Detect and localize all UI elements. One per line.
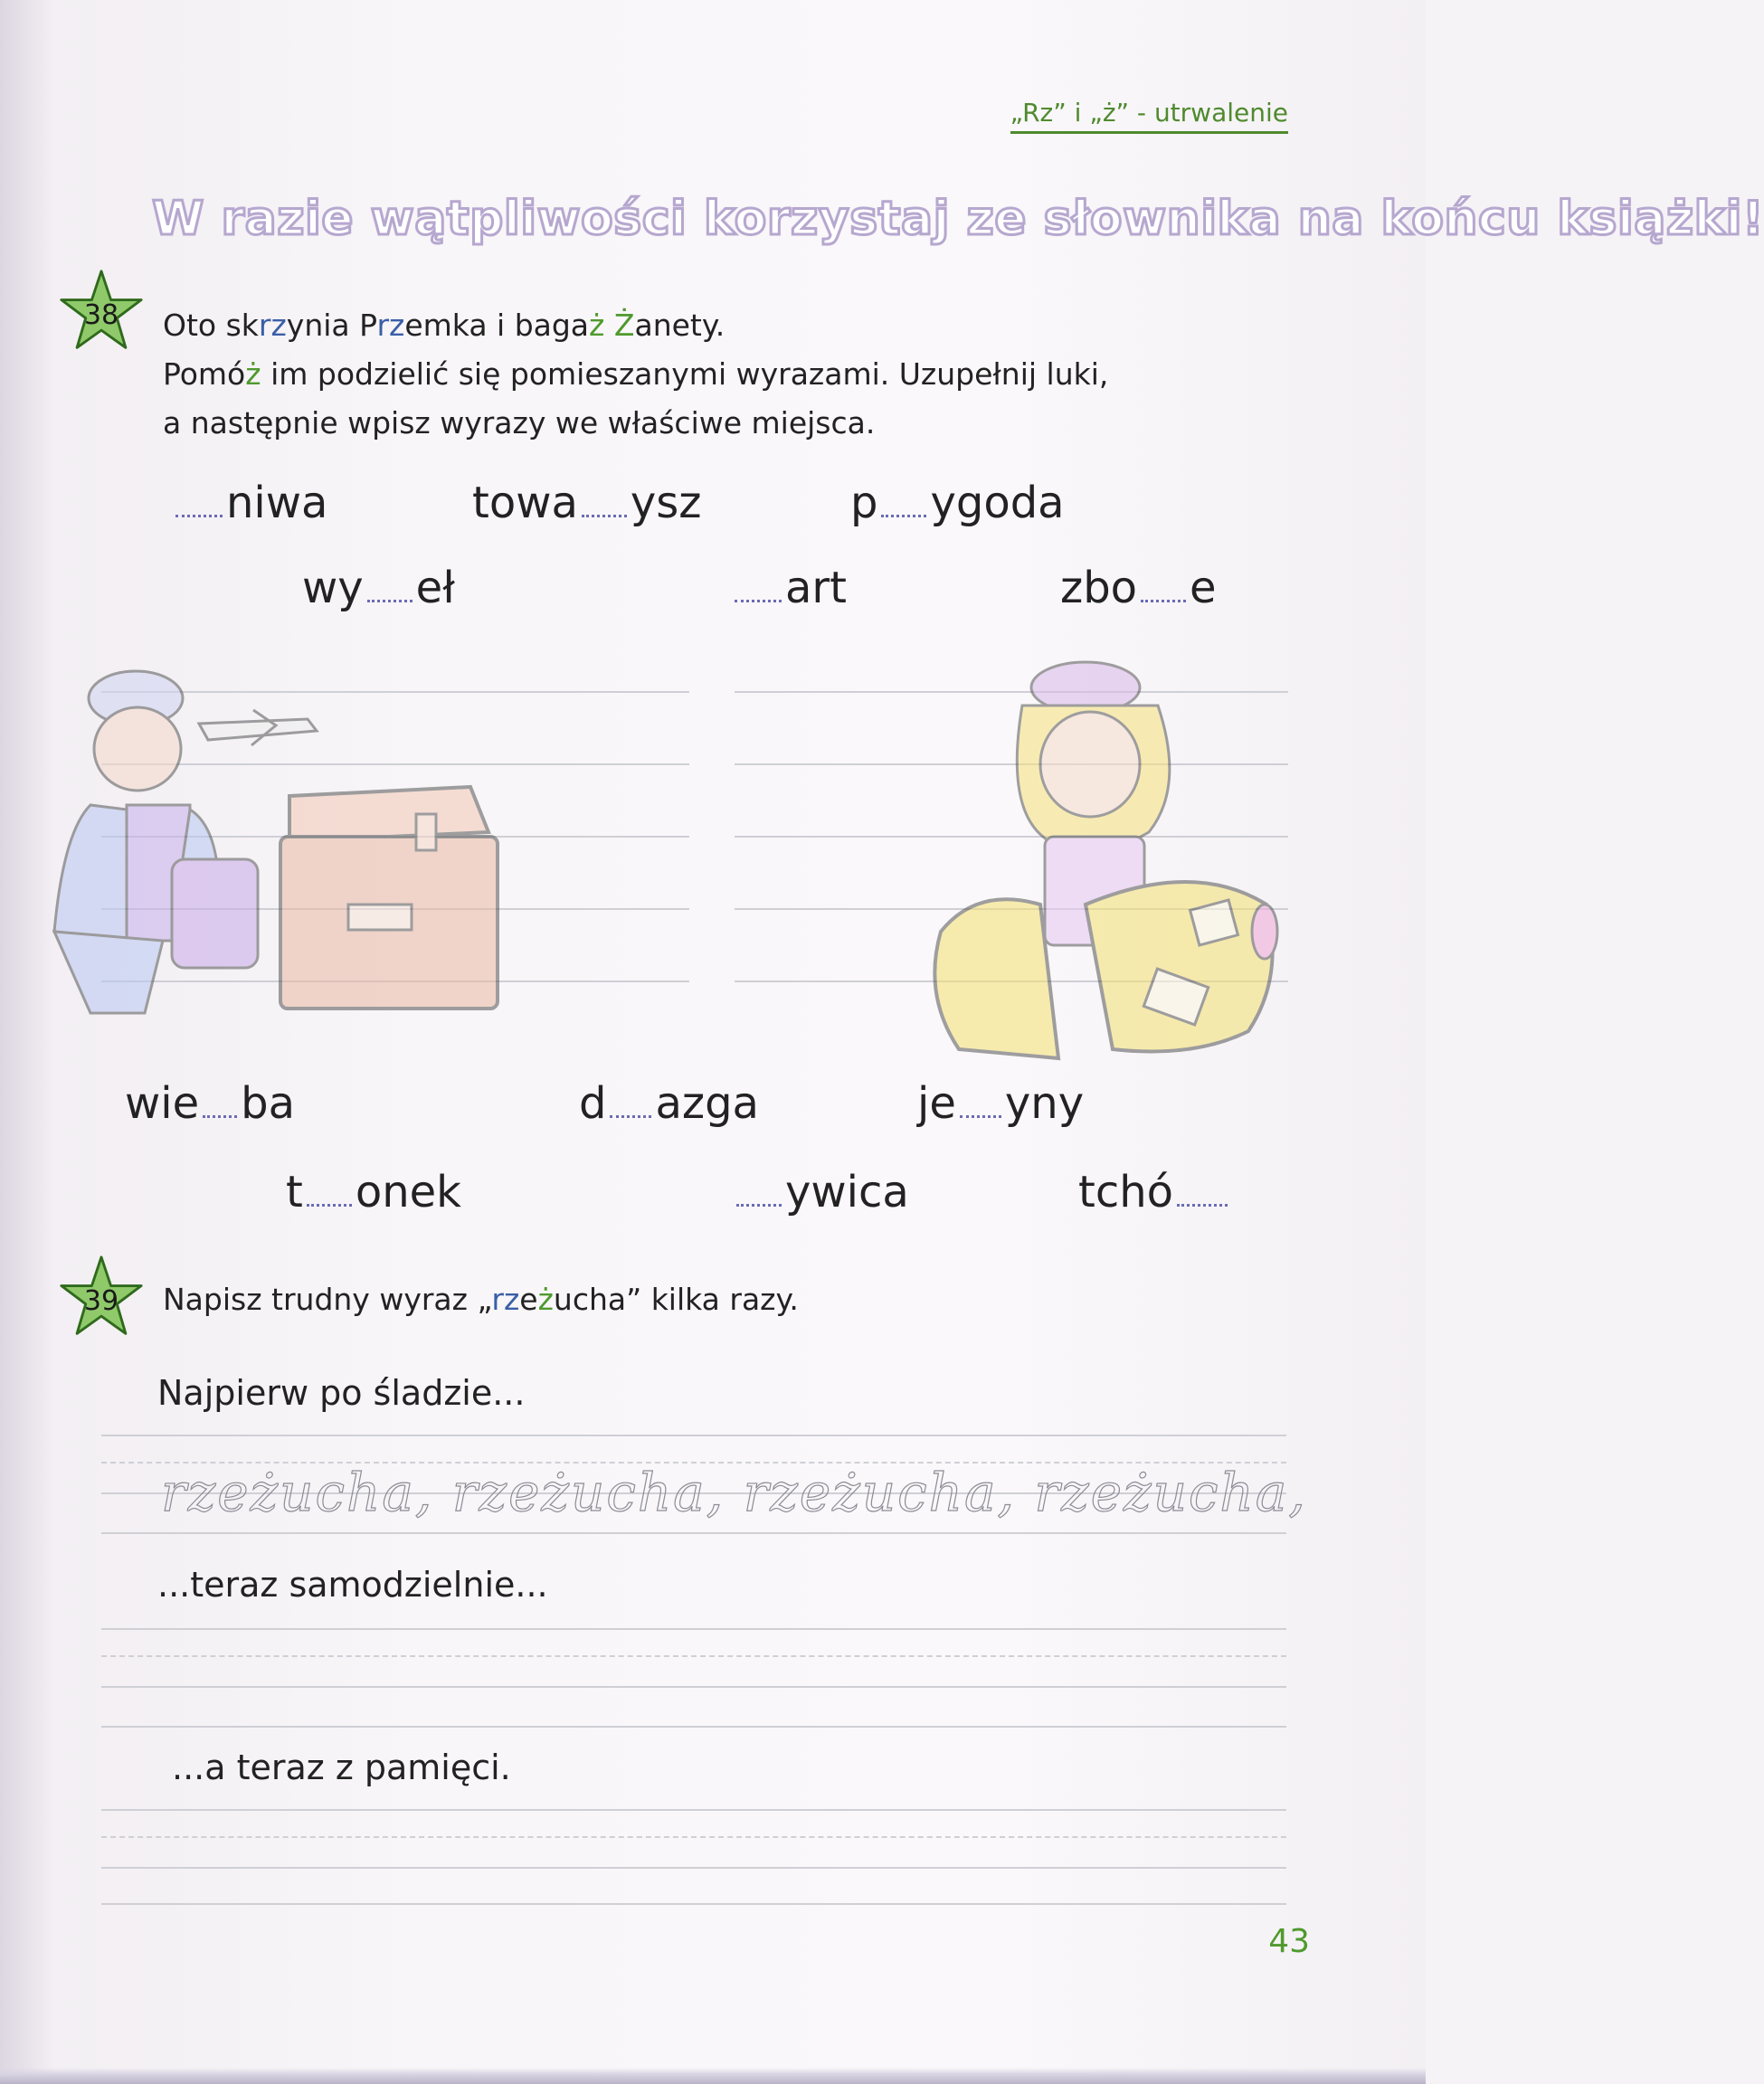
word-przygoda: p ygoda	[850, 478, 1065, 528]
word-wierzba: wie ba	[125, 1078, 296, 1129]
independent-writing-lines[interactable]	[101, 1628, 1286, 1728]
memory-heading: ...a teraz z pamięci.	[172, 1748, 511, 1787]
word-tchorz: tchó	[1078, 1167, 1231, 1217]
word-zboze: zbo e	[1060, 563, 1217, 613]
exercise-38-instruction-line-3: a następnie wpisz wyrazy we właściwe miejsca.	[163, 405, 876, 440]
exercise-38-instruction-line-2: Pomóż im podzielić się pomieszanymi wyrazami. Uzupełnij luki,	[163, 356, 1109, 392]
word-jezyny: je yny	[917, 1078, 1085, 1129]
exercise-39-number: 39	[83, 1284, 119, 1317]
exercise-38-star-icon	[58, 268, 145, 355]
page-number: 43	[1268, 1923, 1310, 1960]
independent-heading: ...teraz samodzielnie...	[157, 1565, 548, 1605]
running-head: „Rz” i „ż” - utrwalenie	[1010, 98, 1288, 134]
trace-heading: Najpierw po śladzie...	[157, 1373, 526, 1413]
girl-with-suitcase-illustration	[923, 633, 1303, 1067]
memory-writing-lines[interactable]	[101, 1809, 1286, 1909]
word-drzazga: d azga	[579, 1078, 759, 1129]
word-wyzel: wy eł	[302, 563, 455, 613]
page-bottom-edge	[0, 2068, 1426, 2084]
word-trzonek: t onek	[286, 1167, 461, 1217]
dictionary-banner: W razie wątpliwości korzystaj ze słownika na końcu książki!	[152, 192, 1764, 246]
exercise-38-instruction-line-1: Oto skrzynia Przemka i bagaż Żanety.	[163, 308, 726, 343]
trace-word-rzezucha: rzeżucha, rzeżucha, rzeżucha, rzeżucha,	[161, 1462, 1307, 1523]
exercise-39-star-icon	[58, 1254, 145, 1340]
word-zywica: ywica	[733, 1167, 909, 1217]
boy-with-chest-illustration	[36, 633, 561, 1058]
word-niwa: niwa	[172, 478, 327, 528]
exercise-39-instruction: Napisz trudny wyraz „rzeżucha” kilka razy.	[163, 1282, 799, 1317]
word-towarzysz: towa ysz	[472, 478, 702, 528]
word-zart: art	[731, 563, 847, 613]
exercise-38-number: 38	[83, 298, 119, 331]
